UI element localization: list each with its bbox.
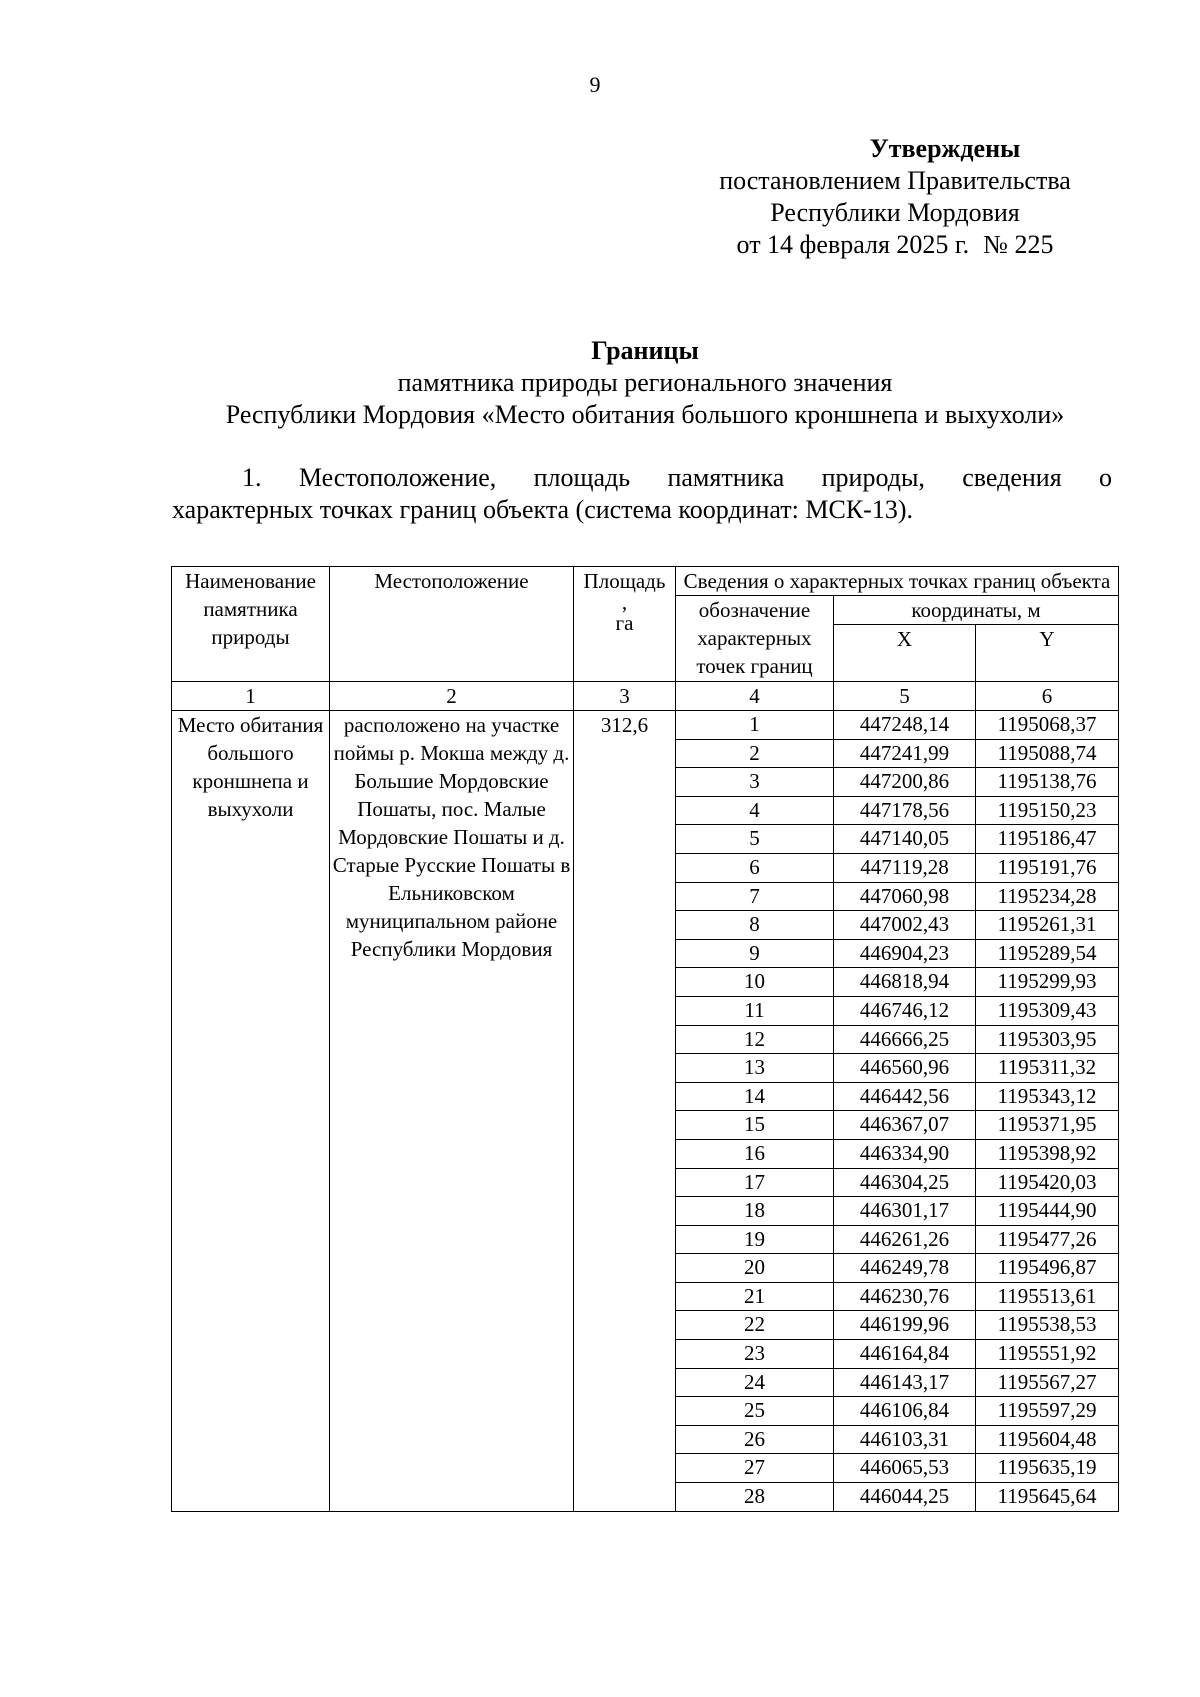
point-number: 27: [676, 1454, 834, 1483]
point-number: 24: [676, 1368, 834, 1397]
point-y: 1195444,90: [976, 1197, 1119, 1226]
point-x: 446904,23: [834, 939, 976, 968]
point-number: 12: [676, 1025, 834, 1054]
heading-title: Границы: [591, 336, 699, 365]
object-location: расположено на участке поймы р. Мокша между д. Большие Мордовские Пошаты, пос. Малые Мордовские Пошаты и д. Старые Русские Пошаты в Ельниковском муниципальном районе Республики Мордовия: [330, 711, 574, 1512]
point-y: 1195551,92: [976, 1340, 1119, 1369]
column-number: 2: [330, 682, 574, 711]
heading-line-1: памятника природы регионального значения: [397, 368, 893, 397]
point-y: 1195604,48: [976, 1425, 1119, 1454]
point-x: 446818,94: [834, 968, 976, 997]
point-number: 21: [676, 1282, 834, 1311]
point-x: 446334,90: [834, 1139, 976, 1168]
point-y: 1195496,87: [976, 1254, 1119, 1283]
document-heading: [140, 335, 1150, 431]
point-number: 23: [676, 1340, 834, 1369]
point-y: 1195234,28: [976, 882, 1119, 911]
header-points-info: Сведения о характерных точках границ объекта: [676, 567, 1119, 596]
point-y: 1195420,03: [976, 1168, 1119, 1197]
point-y: 1195309,43: [976, 996, 1119, 1025]
point-x: 446106,84: [834, 1397, 976, 1426]
point-x: 446560,96: [834, 1054, 976, 1083]
column-number-row: [172, 682, 1119, 711]
point-x: 446199,96: [834, 1311, 976, 1340]
point-x: 447248,14: [834, 711, 976, 740]
point-y: 1195303,95: [976, 1025, 1119, 1054]
point-number: 17: [676, 1168, 834, 1197]
column-number: 1: [172, 682, 330, 711]
point-number: 16: [676, 1139, 834, 1168]
point-x: 447200,86: [834, 768, 976, 797]
point-number: 13: [676, 1054, 834, 1083]
point-number: 28: [676, 1483, 834, 1512]
point-number: 6: [676, 853, 834, 882]
point-y: 1195289,54: [976, 939, 1119, 968]
point-y: 1195186,47: [976, 825, 1119, 854]
paragraph-line-2: характерных точках границ объекта (система координат: МСК-13).: [172, 495, 913, 524]
point-number: 25: [676, 1397, 834, 1426]
point-number: 3: [676, 768, 834, 797]
point-y: 1195567,27: [976, 1368, 1119, 1397]
point-y: 1195150,23: [976, 796, 1119, 825]
point-x: 447140,05: [834, 825, 976, 854]
header-y: Y: [976, 625, 1119, 682]
point-x: 447178,56: [834, 796, 976, 825]
point-y: 1195299,93: [976, 968, 1119, 997]
point-x: 447002,43: [834, 911, 976, 940]
heading-line-2: Республики Мордовия «Место обитания большого кроншнепа и выхухоли»: [225, 400, 1065, 429]
approval-line-3: [680, 229, 1110, 261]
page-number: 9: [589, 72, 601, 97]
column-number: 3: [574, 682, 676, 711]
point-x: 446301,17: [834, 1197, 976, 1226]
point-y: 1195477,26: [976, 1225, 1119, 1254]
point-x: 446230,76: [834, 1282, 976, 1311]
header-x: X: [834, 625, 976, 682]
approval-line-2: Республики Мордовия: [770, 198, 1020, 227]
approval-date: от 14 февраля 2025 г.: [736, 230, 970, 259]
point-number: 22: [676, 1311, 834, 1340]
point-y: 1195645,64: [976, 1483, 1119, 1512]
point-y: 1195538,53: [976, 1311, 1119, 1340]
object-name: Место обитания большого кроншнепа и выхухоли: [172, 711, 330, 1512]
point-x: 447060,98: [834, 882, 976, 911]
approval-line-1: постановлением Правительства: [719, 166, 1071, 195]
point-number: 26: [676, 1425, 834, 1454]
boundaries-table: [171, 566, 1119, 1512]
paragraph-line-1: 1. Местоположение, площадь памятника природы, сведения о: [242, 463, 1112, 492]
point-y: 1195088,74: [976, 739, 1119, 768]
point-number: 4: [676, 796, 834, 825]
object-area: 312,6: [574, 711, 676, 1512]
point-y: 1195191,76: [976, 853, 1119, 882]
approval-number: № 225: [983, 230, 1054, 259]
header-area-unit: га: [615, 611, 634, 635]
point-y: 1195068,37: [976, 711, 1119, 740]
point-number: 11: [676, 996, 834, 1025]
point-y: 1195261,31: [976, 911, 1119, 940]
point-number: 10: [676, 968, 834, 997]
section-paragraph: [172, 462, 1112, 526]
point-y: 1195138,76: [976, 768, 1119, 797]
point-number: 14: [676, 1082, 834, 1111]
header-coordinates: координаты, м: [834, 596, 1119, 625]
point-y: 1195597,29: [976, 1397, 1119, 1426]
point-x: 446442,56: [834, 1082, 976, 1111]
header-name: Наименование памятника природы: [172, 567, 330, 682]
points-body: [172, 711, 1119, 1512]
point-y: 1195371,95: [976, 1111, 1119, 1140]
point-y: 1195513,61: [976, 1282, 1119, 1311]
point-x: 446367,07: [834, 1111, 976, 1140]
point-x: 446666,25: [834, 1025, 976, 1054]
column-number: 5: [834, 682, 976, 711]
header-area-label: Площадь: [583, 569, 666, 593]
column-number: 6: [976, 682, 1119, 711]
point-x: 447241,99: [834, 739, 976, 768]
point-number: 20: [676, 1254, 834, 1283]
point-y: 1195343,12: [976, 1082, 1119, 1111]
point-number: 7: [676, 882, 834, 911]
table-row: [172, 711, 1119, 740]
point-x: 446143,17: [834, 1368, 976, 1397]
column-number: 4: [676, 682, 834, 711]
point-number: 18: [676, 1197, 834, 1226]
approval-title: Утверждены: [869, 134, 1021, 163]
header-area-comma: ,: [621, 590, 628, 614]
point-x: 446746,12: [834, 996, 976, 1025]
point-y: 1195311,32: [976, 1054, 1119, 1083]
point-x: 446044,25: [834, 1483, 976, 1512]
point-number: 19: [676, 1225, 834, 1254]
point-number: 1: [676, 711, 834, 740]
header-designation: обозначение характерных точек границ: [676, 596, 834, 682]
point-number: 15: [676, 1111, 834, 1140]
point-x: 446249,78: [834, 1254, 976, 1283]
point-number: 2: [676, 739, 834, 768]
point-y: 1195398,92: [976, 1139, 1119, 1168]
point-number: 8: [676, 911, 834, 940]
point-x: 446304,25: [834, 1168, 976, 1197]
point-x: 446065,53: [834, 1454, 976, 1483]
header-area: [574, 567, 676, 682]
point-number: 9: [676, 939, 834, 968]
point-number: 5: [676, 825, 834, 854]
approval-block: [680, 133, 1110, 261]
point-y: 1195635,19: [976, 1454, 1119, 1483]
header-location: Местоположение: [330, 567, 574, 682]
point-x: 446103,31: [834, 1425, 976, 1454]
point-x: 446261,26: [834, 1225, 976, 1254]
point-x: 447119,28: [834, 853, 976, 882]
point-x: 446164,84: [834, 1340, 976, 1369]
